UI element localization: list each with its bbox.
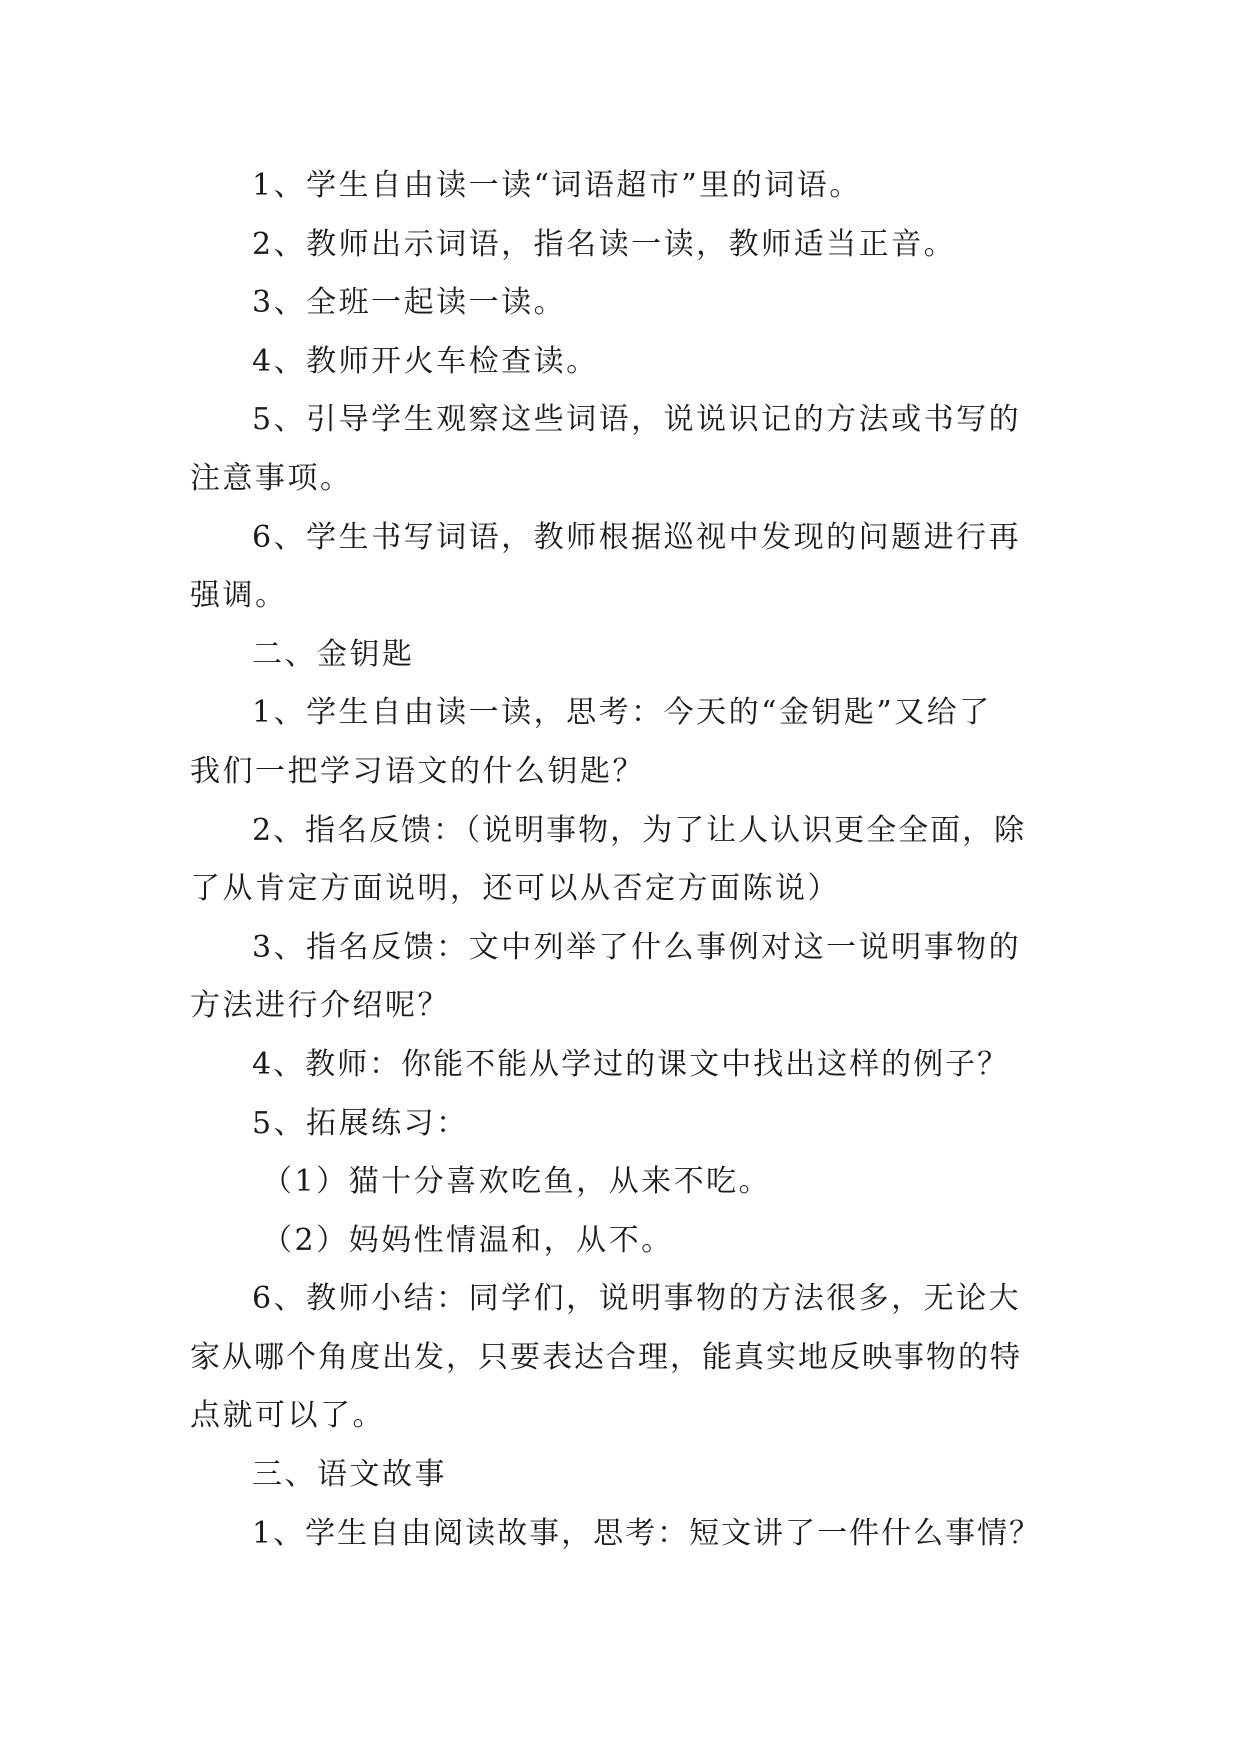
- section-heading: 三、语文故事: [252, 1457, 447, 1493]
- paragraph-line: 4、教师：你能不能从学过的课文中找出这样的例子？: [252, 1046, 1010, 1082]
- paragraph-line: 3、指名反馈：文中列举了什么事例对这一说明事物的: [252, 929, 1022, 965]
- paragraph-line: 2、教师出示词语，指名读一读，教师适当正音。: [252, 226, 957, 262]
- paragraph-line: 3、全班一起读一读。: [252, 285, 567, 321]
- paragraph-line: 我们一把学习语文的什么钥匙？: [190, 753, 645, 789]
- paragraph-line: 了从肯定方面说明，还可以从否定方面陈说）: [190, 871, 840, 907]
- paragraph-line: 4、教师开火车检查读。: [252, 343, 599, 379]
- exercise-item: （1）猫十分喜欢吃鱼，从来不吃。: [262, 1164, 772, 1200]
- document-body: [190, 157, 1070, 1563]
- paragraph-line: 6、学生书写词语，教师根据巡视中发现的问题进行再: [252, 519, 1022, 555]
- paragraph-line: 方法进行介绍呢？: [190, 988, 450, 1024]
- paragraph-line: 1、学生自由读一读，思考：今天的“金钥匙”又给了: [252, 695, 992, 731]
- section-heading: 二、金钥匙: [252, 636, 415, 672]
- paragraph-line: 2、指名反馈：（说明事物，为了让人认识更全全面，除: [252, 812, 1027, 848]
- paragraph-line: 强调。: [190, 578, 288, 614]
- paragraph-line: 1、学生自由阅读故事，思考：短文讲了一件什么事情？: [252, 1515, 1042, 1551]
- paragraph-line: 5、引导学生观察这些词语，说说识记的方法或书写的: [252, 402, 1022, 438]
- exercise-item: （2）妈妈性情温和，从不。: [262, 1222, 674, 1258]
- paragraph-line: 6、教师小结：同学们，说明事物的方法很多，无论大: [252, 1281, 1022, 1317]
- paragraph-line: 家从哪个角度出发，只要表达合理，能真实地反映事物的特: [190, 1339, 1022, 1375]
- paragraph-line: 5、拓展练习：: [252, 1105, 469, 1141]
- paragraph-line: 1、学生自由读一读“词语超市”里的词语。: [252, 168, 862, 203]
- paragraph-line: 点就可以了。: [190, 1398, 385, 1434]
- paragraph-line: 注意事项。: [190, 460, 353, 496]
